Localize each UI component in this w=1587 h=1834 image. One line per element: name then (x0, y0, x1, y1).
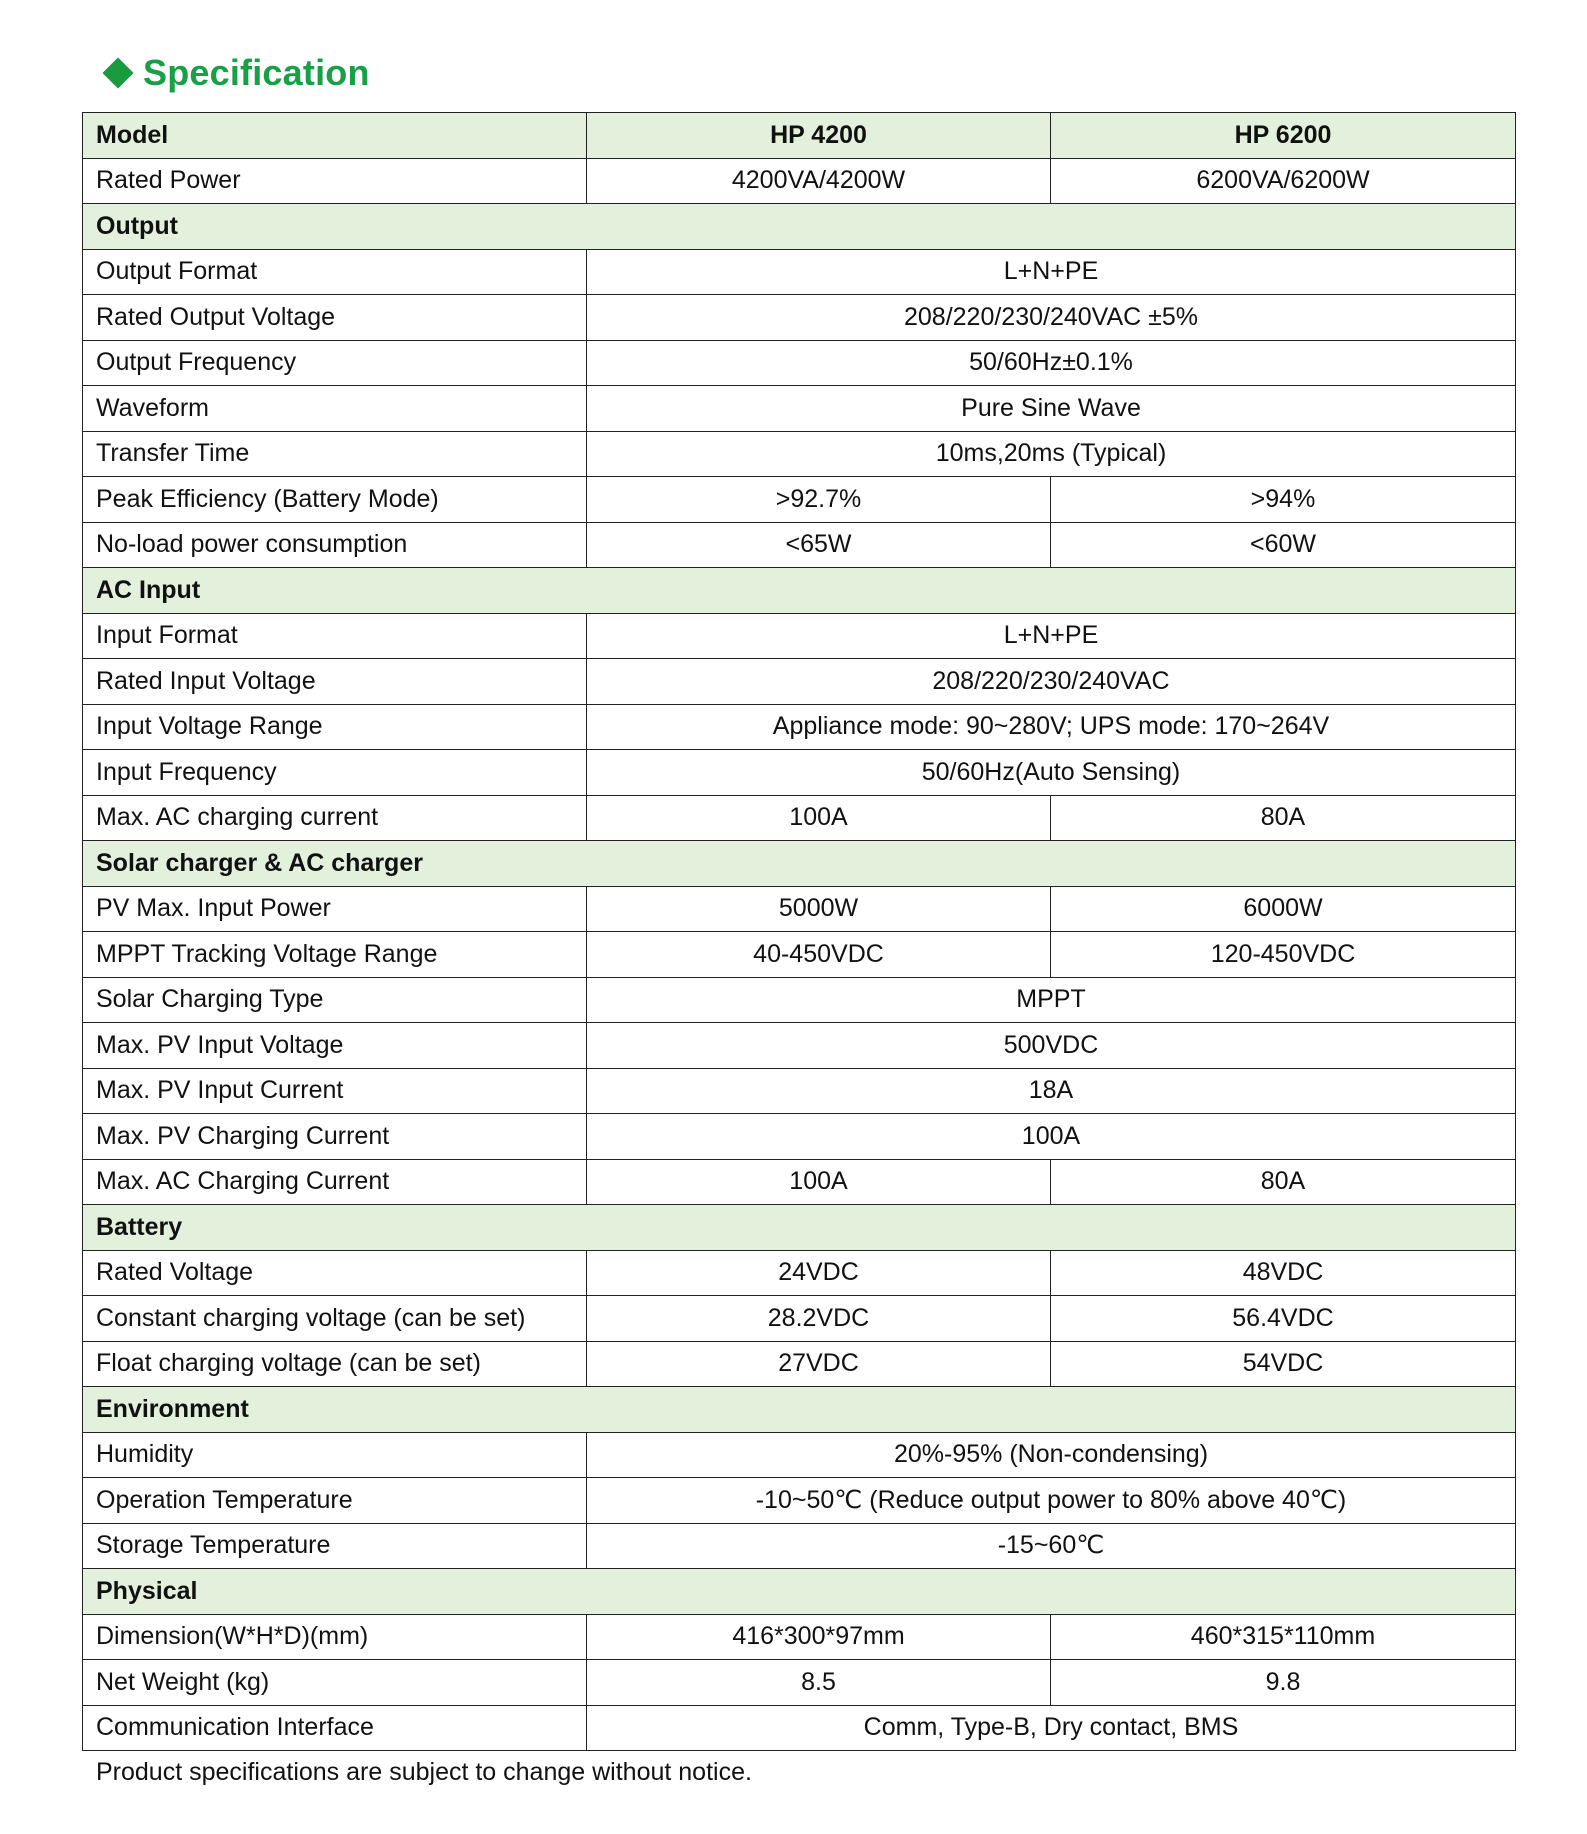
output-format-label: Output Format (83, 249, 587, 295)
rated-voltage-label: Rated Voltage (83, 1250, 587, 1296)
humidity-label: Humidity (83, 1432, 587, 1478)
section-output (83, 204, 1516, 250)
max-ac-charging-current-2-label: Max. AC Charging Current (83, 1159, 587, 1205)
section-physical (83, 1569, 1516, 1615)
storage-temperature-row (83, 1523, 1516, 1569)
max-pv-input-current-label: Max. PV Input Current (83, 1068, 587, 1114)
net-weight-row (83, 1660, 1516, 1706)
no-load-power-b: <60W (1051, 522, 1516, 568)
communication-interface-value: Comm, Type-B, Dry contact, BMS (587, 1705, 1516, 1751)
pv-max-input-power-row (83, 886, 1516, 932)
output-frequency-label: Output Frequency (83, 340, 587, 386)
peak-efficiency-a: >92.7% (587, 477, 1051, 523)
max-pv-input-current-row (83, 1068, 1516, 1114)
dimension-b: 460*315*110mm (1051, 1614, 1516, 1660)
max-pv-charging-current-value: 100A (587, 1114, 1516, 1160)
max-ac-charging-current-2-row (83, 1159, 1516, 1205)
section-charger-title: Solar charger & AC charger (83, 841, 1516, 887)
mppt-range-label: MPPT Tracking Voltage Range (83, 932, 587, 978)
input-voltage-range-label: Input Voltage Range (83, 704, 587, 750)
footnote: Product specifications are subject to change without notice. (96, 1758, 752, 1786)
dimension-a: 416*300*97mm (587, 1614, 1051, 1660)
section-battery (83, 1205, 1516, 1251)
rated-voltage-row (83, 1250, 1516, 1296)
output-format-value: L+N+PE (587, 249, 1516, 295)
input-frequency-row (83, 750, 1516, 796)
section-ac-input-title: AC Input (83, 568, 1516, 614)
float-charging-voltage-row (83, 1341, 1516, 1387)
input-format-value: L+N+PE (587, 613, 1516, 659)
model-row (83, 113, 1516, 159)
communication-interface-label: Communication Interface (83, 1705, 587, 1751)
max-ac-charging-current-b: 80A (1051, 795, 1516, 841)
section-environment-title: Environment (83, 1387, 1516, 1433)
peak-efficiency-b: >94% (1051, 477, 1516, 523)
transfer-time-label: Transfer Time (83, 431, 587, 477)
no-load-power-row (83, 522, 1516, 568)
section-battery-title: Battery (83, 1205, 1516, 1251)
max-pv-charging-current-row (83, 1114, 1516, 1160)
solar-charging-type-row (83, 977, 1516, 1023)
max-pv-input-voltage-row (83, 1023, 1516, 1069)
input-frequency-value: 50/60Hz(Auto Sensing) (587, 750, 1516, 796)
max-ac-charging-current-2-a: 100A (587, 1159, 1051, 1205)
max-pv-input-voltage-label: Max. PV Input Voltage (83, 1023, 587, 1069)
max-ac-charging-current-2-b: 80A (1051, 1159, 1516, 1205)
constant-charging-voltage-row (83, 1296, 1516, 1342)
mppt-range-b: 120-450VDC (1051, 932, 1516, 978)
no-load-power-a: <65W (587, 522, 1051, 568)
max-ac-charging-current-row (83, 795, 1516, 841)
section-ac-input (83, 568, 1516, 614)
max-ac-charging-current-a: 100A (587, 795, 1051, 841)
max-pv-input-current-value: 18A (587, 1068, 1516, 1114)
max-ac-charging-current-label: Max. AC charging current (83, 795, 587, 841)
solar-charging-type-value: MPPT (587, 977, 1516, 1023)
pv-max-input-power-a: 5000W (587, 886, 1051, 932)
rated-voltage-a: 24VDC (587, 1250, 1051, 1296)
no-load-power-label: No-load power consumption (83, 522, 587, 568)
humidity-row (83, 1432, 1516, 1478)
solar-charging-type-label: Solar Charging Type (83, 977, 587, 1023)
float-charging-voltage-label: Float charging voltage (can be set) (83, 1341, 587, 1387)
operation-temperature-value: -10~50℃ (Reduce output power to 80% above 40℃) (587, 1478, 1516, 1524)
mppt-range-a: 40-450VDC (587, 932, 1051, 978)
rated-power-a: 4200VA/4200W (587, 158, 1051, 204)
rated-voltage-b: 48VDC (1051, 1250, 1516, 1296)
constant-charging-voltage-label: Constant charging voltage (can be set) (83, 1296, 587, 1342)
communication-interface-row (83, 1705, 1516, 1751)
rated-output-voltage-label: Rated Output Voltage (83, 295, 587, 341)
input-voltage-range-value: Appliance mode: 90~280V; UPS mode: 170~264V (587, 704, 1516, 750)
rated-power-label: Rated Power (83, 158, 587, 204)
specification-table (82, 112, 1516, 1751)
net-weight-b: 9.8 (1051, 1660, 1516, 1706)
transfer-time-row (83, 431, 1516, 477)
net-weight-a: 8.5 (587, 1660, 1051, 1706)
constant-charging-voltage-a: 28.2VDC (587, 1296, 1051, 1342)
pv-max-input-power-b: 6000W (1051, 886, 1516, 932)
rated-power-row (83, 158, 1516, 204)
rated-power-b: 6200VA/6200W (1051, 158, 1516, 204)
peak-efficiency-label: Peak Efficiency (Battery Mode) (83, 477, 587, 523)
mppt-range-row (83, 932, 1516, 978)
rated-output-voltage-row (83, 295, 1516, 341)
net-weight-label: Net Weight (kg) (83, 1660, 587, 1706)
storage-temperature-label: Storage Temperature (83, 1523, 587, 1569)
peak-efficiency-row (83, 477, 1516, 523)
transfer-time-value: 10ms,20ms (Typical) (587, 431, 1516, 477)
section-physical-title: Physical (83, 1569, 1516, 1615)
constant-charging-voltage-b: 56.4VDC (1051, 1296, 1516, 1342)
input-format-row (83, 613, 1516, 659)
waveform-value: Pure Sine Wave (587, 386, 1516, 432)
dimension-label: Dimension(W*H*D)(mm) (83, 1614, 587, 1660)
output-frequency-row (83, 340, 1516, 386)
model-label: Model (83, 113, 587, 159)
input-voltage-range-row (83, 704, 1516, 750)
rated-input-voltage-value: 208/220/230/240VAC (587, 659, 1516, 705)
input-format-label: Input Format (83, 613, 587, 659)
operation-temperature-row (83, 1478, 1516, 1524)
model-b: HP 6200 (1051, 113, 1516, 159)
max-pv-charging-current-label: Max. PV Charging Current (83, 1114, 587, 1160)
float-charging-voltage-b: 54VDC (1051, 1341, 1516, 1387)
float-charging-voltage-a: 27VDC (587, 1341, 1051, 1387)
operation-temperature-label: Operation Temperature (83, 1478, 587, 1524)
model-a: HP 4200 (587, 113, 1051, 159)
humidity-value: 20%-95% (Non-condensing) (587, 1432, 1516, 1478)
max-pv-input-voltage-value: 500VDC (587, 1023, 1516, 1069)
diamond-bullet-icon (102, 57, 133, 88)
spec-title (99, 48, 370, 98)
section-environment (83, 1387, 1516, 1433)
rated-output-voltage-value: 208/220/230/240VAC ±5% (587, 295, 1516, 341)
input-frequency-label: Input Frequency (83, 750, 587, 796)
storage-temperature-value: -15~60℃ (587, 1523, 1516, 1569)
waveform-row (83, 386, 1516, 432)
pv-max-input-power-label: PV Max. Input Power (83, 886, 587, 932)
output-format-row (83, 249, 1516, 295)
rated-input-voltage-row (83, 659, 1516, 705)
section-output-title: Output (83, 204, 1516, 250)
dimension-row (83, 1614, 1516, 1660)
waveform-label: Waveform (83, 386, 587, 432)
section-charger (83, 841, 1516, 887)
spec-title-text: Specification (143, 52, 370, 93)
rated-input-voltage-label: Rated Input Voltage (83, 659, 587, 705)
output-frequency-value: 50/60Hz±0.1% (587, 340, 1516, 386)
